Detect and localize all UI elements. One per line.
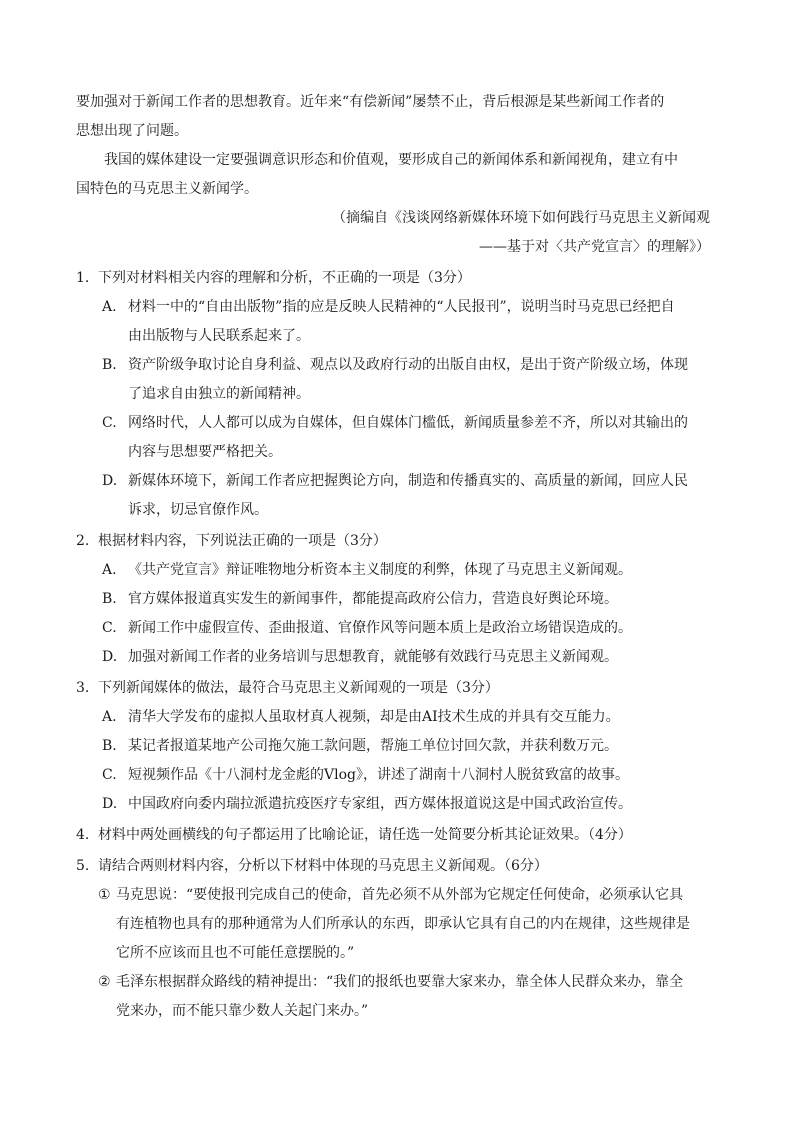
option-text-line: 内容与思想要严格把关。 <box>128 444 282 460</box>
question-text: 根据材料内容，下列说法正确的一项是（3分） <box>98 533 387 549</box>
option-text-line: 新闻工作中虚假宣传、歪曲报道、官僚作风等问题本质上是政治立场错误造成的。 <box>128 620 632 636</box>
option-letter: D. <box>102 473 118 489</box>
option-a <box>76 703 722 732</box>
question-3 <box>76 674 722 819</box>
option-letter: C. <box>102 767 117 783</box>
question-number: 5. <box>76 858 90 874</box>
material-text-line: 党来办，而不能只靠少数人关起门来办。” <box>116 1003 369 1019</box>
question-5 <box>76 852 722 1026</box>
question-stem <box>76 852 722 881</box>
option-text-line: 某记者报道某地产公司拖欠施工款问题，帮施工单位讨回欠款，并获利数万元。 <box>128 738 618 754</box>
option-text-line: 官方媒体报道真实发生的新闻事件，都能提高政府公信力，营造良好舆论环境。 <box>128 591 618 607</box>
option-letter: B. <box>102 738 117 754</box>
option-text-line: 短视频作品《十八洞村龙金彪的Vlog》，讲述了湖南十八洞村人脱贫致富的故事。 <box>128 767 629 783</box>
question-stem <box>76 527 722 556</box>
passage-text-line: 思想出现了问题。 <box>76 123 188 139</box>
question-4 <box>76 821 722 850</box>
question-text: 请结合两则材料内容，分析以下材料中体现的马克思主义新闻观。（6分） <box>98 858 548 874</box>
passage-paragraph-2 <box>76 146 722 204</box>
question-stem <box>76 264 722 293</box>
passage-text-line: 国特色的马克思主义新闻学。 <box>76 181 258 197</box>
source-citation-line: （摘编自《浅谈网络新媒体环境下如何践行马克思主义新闻观 <box>332 210 710 226</box>
option-letter: C. <box>102 415 117 431</box>
option-b <box>76 351 722 409</box>
option-text-line: 中国政府向委内瑞拉派遣抗疫医疗专家组，西方媒体报道说这是中国式政治宣传。 <box>128 796 632 812</box>
option-letter: D. <box>102 649 118 665</box>
option-text-line: 网络时代，人人都可以成为自媒体，但自媒体门槛低，新闻质量参差不齐，所以对其输出的 <box>128 415 688 431</box>
material-text-line: 毛泽东根据群众路线的精神提出：“我们的报纸也要靠大家来办，靠全体人民群众来办，靠全 <box>116 974 684 990</box>
option-letter: D. <box>102 796 118 812</box>
material-text-line: 有连植物也具有的那种通常为人们所承认的东西，即承认它具有自己的内在规律，这些规律是 <box>116 916 690 932</box>
question-stem <box>76 821 722 850</box>
question-number: 1. <box>76 270 90 286</box>
option-d <box>76 790 722 819</box>
question-text: 下列对材料相关内容的理解和分析，不正确的一项是（3分） <box>98 270 471 286</box>
option-d <box>76 643 722 672</box>
option-a <box>76 556 722 585</box>
q5-material-2 <box>76 968 722 1026</box>
passage-text-line: 要加强对于新闻工作者的思想教育。近年来“有偿新闻”屡禁不止，背后根源是某些新闻工作者的 <box>76 94 665 110</box>
option-letter: B. <box>102 591 117 607</box>
question-text: 下列新闻媒体的做法，最符合马克思主义新闻观的一项是（3分） <box>98 680 499 696</box>
option-d <box>76 467 722 525</box>
question-stem <box>76 674 722 703</box>
option-b <box>76 732 722 761</box>
item-marker: ① <box>98 887 111 903</box>
option-text-line: 由出版物与人民联系起来了。 <box>128 328 310 344</box>
question-1 <box>76 264 722 525</box>
option-c <box>76 409 722 467</box>
question-number: 4. <box>76 827 90 843</box>
option-b <box>76 585 722 614</box>
option-text-line: 了追求自由独立的新闻精神。 <box>128 386 310 402</box>
option-letter: C. <box>102 620 117 636</box>
passage-source <box>76 204 722 262</box>
option-text-line: 诉求，切忌官僚作风。 <box>128 502 268 518</box>
option-letter: B. <box>102 357 117 373</box>
q5-material-1 <box>76 881 722 968</box>
question-text: 材料中两处画横线的句子都运用了比喻论证，请任选一处简要分析其论证效果。（4分） <box>98 827 632 843</box>
option-c <box>76 614 722 643</box>
option-letter: A. <box>102 299 117 315</box>
option-letter: A. <box>102 562 117 578</box>
option-c <box>76 761 722 790</box>
item-marker: ② <box>98 974 111 990</box>
material-text-line: 马克思说：“要使报刊完成自己的使命，首先必须不从外部为它规定任何使命，必须承认它具 <box>116 887 684 903</box>
option-a <box>76 293 722 351</box>
option-text-line: 新媒体环境下，新闻工作者应把握舆论方向，制造和传播真实的、高质量的新闻，回应人民 <box>128 473 688 489</box>
option-text-line: 清华大学发布的虚拟人虽取材真人视频，却是由AI技术生成的并具有交互能力。 <box>128 709 620 725</box>
option-text-line: 资产阶级争取讨论自身利益、观点以及政府行动的出版自由权，是出于资产阶级立场，体现 <box>128 357 688 373</box>
passage-text-line: 我国的媒体建设一定要强调意识形态和价值观，要形成自己的新闻体系和新闻视角，建立有中 <box>104 152 678 168</box>
question-2 <box>76 527 722 672</box>
material-text-line: 它所不应该而且也不可能任意摆脱的。” <box>116 945 355 961</box>
question-number: 3. <box>76 680 90 696</box>
option-text-line: 《共产党宣言》辩证唯物地分析资本主义制度的利弊，体现了马克思主义新闻观。 <box>128 562 632 578</box>
option-text-line: 材料一中的“自由出版物”指的应是反映人民精神的“人民报刊”，说明当时马克思已经把自 <box>128 299 675 315</box>
source-citation-line: ——基于对〈共产党宣言〉的理解》） <box>479 239 710 255</box>
option-text-line: 加强对新闻工作者的业务培训与思想教育，就能够有效践行马克思主义新闻观。 <box>128 649 618 665</box>
question-number: 2. <box>76 533 90 549</box>
passage-paragraph-1 <box>76 88 722 146</box>
option-letter: A. <box>102 709 117 725</box>
